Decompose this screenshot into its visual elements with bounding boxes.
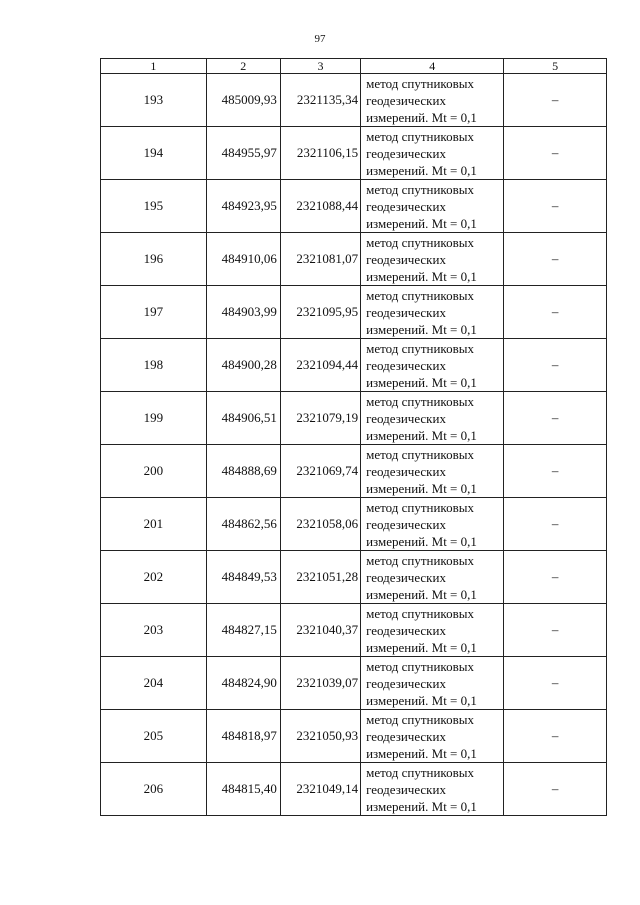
method-line: метод спутниковых (366, 393, 474, 409)
column-header-5: 5 (504, 59, 607, 74)
method-line: измерений. Mt = 0,1 (366, 533, 477, 549)
method-line: геодезических (366, 251, 446, 267)
coordinate-x: 484818,97 (206, 710, 280, 763)
method-line: геодезических (366, 622, 446, 638)
method-line: метод спутниковых (366, 552, 474, 568)
method-description (361, 604, 504, 657)
table-row (101, 604, 607, 657)
note: – (504, 233, 607, 286)
note: – (504, 180, 607, 233)
coordinate-y: 2321069,74 (280, 445, 360, 498)
point-number: 197 (101, 286, 207, 339)
method-description (361, 657, 504, 710)
point-number: 196 (101, 233, 207, 286)
coordinate-y: 2321081,07 (280, 233, 360, 286)
note: – (504, 445, 607, 498)
table-row (101, 233, 607, 286)
coordinate-x: 485009,93 (206, 74, 280, 127)
method-description (361, 127, 504, 180)
table-row (101, 763, 607, 816)
method-line: метод спутниковых (366, 287, 474, 303)
method-line: метод спутниковых (366, 711, 474, 727)
table-row (101, 180, 607, 233)
point-number: 201 (101, 498, 207, 551)
method-line: геодезических (366, 463, 446, 479)
table-row (101, 710, 607, 763)
point-number: 202 (101, 551, 207, 604)
coordinate-x: 484815,40 (206, 763, 280, 816)
coordinate-y: 2321040,37 (280, 604, 360, 657)
coordinate-y: 2321106,15 (280, 127, 360, 180)
note: – (504, 763, 607, 816)
point-number: 205 (101, 710, 207, 763)
coordinate-y: 2321049,14 (280, 763, 360, 816)
method-line: измерений. Mt = 0,1 (366, 639, 477, 655)
method-line: метод спутниковых (366, 605, 474, 621)
coordinate-y: 2321058,06 (280, 498, 360, 551)
point-number: 199 (101, 392, 207, 445)
method-line: измерений. Mt = 0,1 (366, 692, 477, 708)
method-line: геодезических (366, 569, 446, 585)
method-line: измерений. Mt = 0,1 (366, 798, 477, 814)
method-line: геодезических (366, 781, 446, 797)
table-row (101, 551, 607, 604)
coordinate-x: 484906,51 (206, 392, 280, 445)
method-line: измерений. Mt = 0,1 (366, 480, 477, 496)
coordinate-x: 484827,15 (206, 604, 280, 657)
coordinate-y: 2321094,44 (280, 339, 360, 392)
method-line: геодезических (366, 92, 446, 108)
coordinate-x: 484955,97 (206, 127, 280, 180)
note: – (504, 604, 607, 657)
method-line: геодезических (366, 304, 446, 320)
coordinate-y: 2321135,34 (280, 74, 360, 127)
point-number: 200 (101, 445, 207, 498)
note: – (504, 339, 607, 392)
coordinate-y: 2321050,93 (280, 710, 360, 763)
method-description (361, 339, 504, 392)
coordinate-x: 484900,28 (206, 339, 280, 392)
note: – (504, 286, 607, 339)
point-number: 203 (101, 604, 207, 657)
column-header-1: 1 (101, 59, 207, 74)
table-header-row (101, 59, 607, 74)
table-row (101, 286, 607, 339)
coordinate-y: 2321095,95 (280, 286, 360, 339)
coordinates-table (100, 58, 607, 816)
method-line: метод спутниковых (366, 234, 474, 250)
method-description (361, 551, 504, 604)
method-line: геодезических (366, 145, 446, 161)
method-line: измерений. Mt = 0,1 (366, 162, 477, 178)
method-line: измерений. Mt = 0,1 (366, 215, 477, 231)
method-line: измерений. Mt = 0,1 (366, 586, 477, 602)
column-header-3: 3 (280, 59, 360, 74)
method-line: метод спутниковых (366, 764, 474, 780)
table-row (101, 657, 607, 710)
note: – (504, 551, 607, 604)
table-row (101, 498, 607, 551)
method-line: метод спутниковых (366, 340, 474, 356)
table-row (101, 339, 607, 392)
page-number: 97 (314, 33, 326, 45)
point-number: 195 (101, 180, 207, 233)
column-header-4: 4 (361, 59, 504, 74)
note: – (504, 74, 607, 127)
column-header-2: 2 (206, 59, 280, 74)
point-number: 193 (101, 74, 207, 127)
method-line: геодезических (366, 198, 446, 214)
coordinate-y: 2321051,28 (280, 551, 360, 604)
point-number: 206 (101, 763, 207, 816)
method-line: геодезических (366, 357, 446, 373)
method-line: измерений. Mt = 0,1 (366, 427, 477, 443)
method-description (361, 445, 504, 498)
table-row (101, 445, 607, 498)
method-line: измерений. Mt = 0,1 (366, 374, 477, 390)
method-line: метод спутниковых (366, 658, 474, 674)
method-line: метод спутниковых (366, 499, 474, 515)
coordinate-x: 484862,56 (206, 498, 280, 551)
method-description (361, 180, 504, 233)
method-description (361, 233, 504, 286)
coordinate-x: 484910,06 (206, 233, 280, 286)
method-description (361, 392, 504, 445)
method-line: геодезических (366, 410, 446, 426)
coordinate-x: 484849,53 (206, 551, 280, 604)
coordinate-x: 484923,95 (206, 180, 280, 233)
method-line: метод спутниковых (366, 446, 474, 462)
coordinate-y: 2321079,19 (280, 392, 360, 445)
point-number: 198 (101, 339, 207, 392)
coordinate-y: 2321088,44 (280, 180, 360, 233)
method-description (361, 286, 504, 339)
method-description (361, 498, 504, 551)
method-line: геодезических (366, 675, 446, 691)
method-line: геодезических (366, 728, 446, 744)
coordinate-x: 484888,69 (206, 445, 280, 498)
method-description (361, 74, 504, 127)
coordinate-y: 2321039,07 (280, 657, 360, 710)
note: – (504, 710, 607, 763)
coordinate-x: 484903,99 (206, 286, 280, 339)
note: – (504, 127, 607, 180)
table-row (101, 392, 607, 445)
table-row (101, 74, 607, 127)
method-line: метод спутниковых (366, 128, 474, 144)
method-description (361, 763, 504, 816)
table-row (101, 127, 607, 180)
method-line: геодезических (366, 516, 446, 532)
method-description (361, 710, 504, 763)
point-number: 194 (101, 127, 207, 180)
note: – (504, 657, 607, 710)
note: – (504, 498, 607, 551)
method-line: измерений. Mt = 0,1 (366, 321, 477, 337)
method-line: метод спутниковых (366, 181, 474, 197)
method-line: измерений. Mt = 0,1 (366, 109, 477, 125)
method-line: измерений. Mt = 0,1 (366, 268, 477, 284)
method-line: измерений. Mt = 0,1 (366, 745, 477, 761)
method-line: метод спутниковых (366, 75, 474, 91)
point-number: 204 (101, 657, 207, 710)
coordinate-x: 484824,90 (206, 657, 280, 710)
note: – (504, 392, 607, 445)
